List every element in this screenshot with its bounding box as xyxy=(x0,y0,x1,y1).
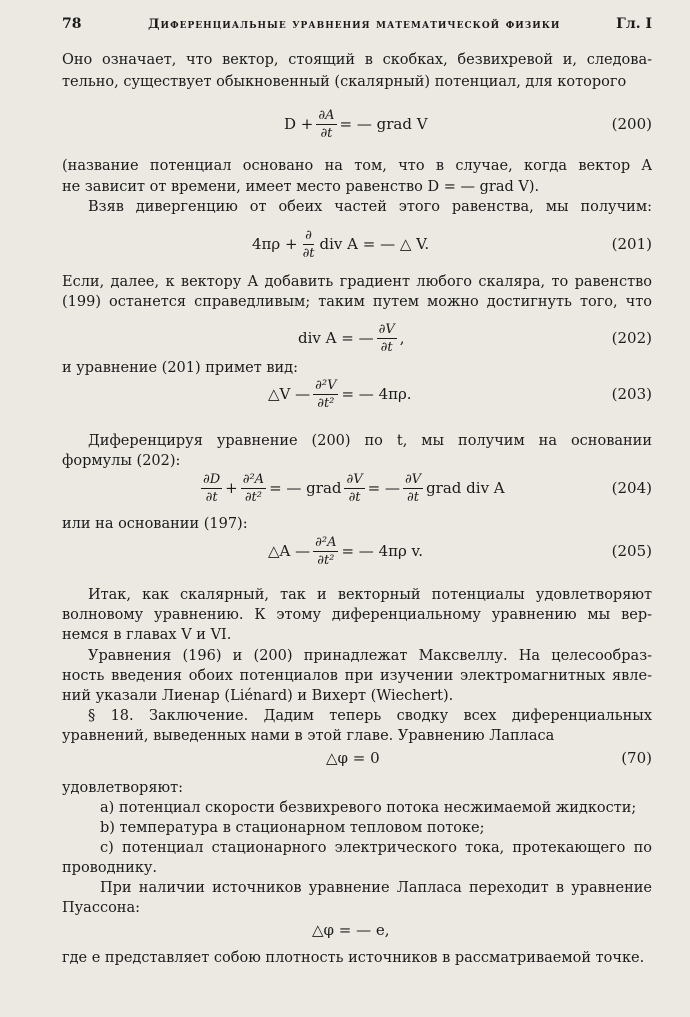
fraction xyxy=(313,535,338,568)
text-line: уравнений, выведенных нами в этой главе. Уравнению Лапласа xyxy=(62,728,555,744)
denominator: ∂t xyxy=(407,489,419,505)
equation-number: (204) xyxy=(611,479,652,497)
text-line: удовлетворяют: xyxy=(62,780,184,796)
denominator: ∂t xyxy=(380,339,393,355)
eq-rhs: grad div A xyxy=(426,479,505,497)
text-line: волновому уравнению. К этому диференциальному уравнению мы вер- xyxy=(62,607,652,623)
eq-lhs: △V — xyxy=(268,385,311,403)
denominator: ∂t² xyxy=(317,395,335,411)
text-line: Оно означает, что вектор, стоящий в скобках, безвихревой и, следова- xyxy=(62,52,652,68)
equation-70 xyxy=(62,738,656,778)
equation-number: (70) xyxy=(621,749,652,767)
equation-201 xyxy=(62,218,656,270)
text-line: Уравнения (196) и (200) принадлежат Максвеллу. На целесообраз- xyxy=(88,648,652,664)
equation-number: (200) xyxy=(611,115,652,133)
eq-lhs: 4πρ + xyxy=(252,235,298,253)
denominator: ∂t xyxy=(320,125,333,141)
fraction xyxy=(301,228,317,261)
text-line: проводнику. xyxy=(62,860,158,876)
text-line: (название потенциал основано на том, что в случае, когда вектор A xyxy=(62,158,652,174)
numerator: ∂V xyxy=(346,471,363,487)
numerator: ∂²V xyxy=(315,377,337,393)
text-line: § 18. Заключение. Дадим теперь сводку всех диференциальных xyxy=(88,708,652,724)
text-line: где e представляет собою плотность источников в рассматриваемой точке. xyxy=(62,950,645,966)
denominator: ∂t² xyxy=(317,552,335,568)
denominator: ∂t xyxy=(302,245,315,261)
text-line: При наличии источников уравнение Лапласа переходит в уравнение xyxy=(100,880,652,896)
text-line: Если, далее, к вектору A добавить градиент любого скаляра, то равенство xyxy=(62,274,652,290)
text-line: немся в главах V и VI. xyxy=(62,627,232,643)
text-line: ность введения обоих потенциалов при изучении электромагнитных явле- xyxy=(62,668,652,684)
eq-lhs: D + xyxy=(284,115,314,133)
text-line: (199) останется справедливым; таким путем можно достигнуть того, что xyxy=(62,294,652,310)
fraction xyxy=(344,472,364,505)
text-line: Диференцируя уравнение (200) по t, мы получим на основании xyxy=(88,433,652,449)
list-item: a) потенциал скорости безвихревого потока несжимаемой жидкости; xyxy=(100,800,637,816)
equation-number: (205) xyxy=(611,542,652,560)
eq-operator: = — xyxy=(367,479,400,497)
text-line: формулы (202): xyxy=(62,453,181,469)
equation-number: (201) xyxy=(611,235,652,253)
denominator: ∂t xyxy=(348,489,361,505)
equation-200 xyxy=(62,98,656,150)
fraction xyxy=(316,108,336,141)
numerator: ∂²A xyxy=(315,534,337,550)
equation-body xyxy=(198,462,505,514)
fraction xyxy=(241,472,266,505)
equation-202 xyxy=(62,312,656,364)
equation-body: △φ = — e, xyxy=(312,921,390,939)
eq-rhs: div A = — △ V. xyxy=(319,235,430,253)
numerator: ∂ xyxy=(305,227,312,243)
numerator: ∂D xyxy=(203,471,221,487)
text-line: и уравнение (201) примет вид: xyxy=(62,360,299,376)
text-line: Итак, как скалярный, так и векторный потенциалы удовлетворяют xyxy=(88,587,652,603)
numerator: ∂²A xyxy=(242,471,265,487)
fraction xyxy=(313,378,338,411)
denominator: ∂t xyxy=(205,489,218,505)
equation-204 xyxy=(62,462,656,514)
running-title: Диференциальные уравнения математической физики xyxy=(148,17,561,32)
page-number: 78 xyxy=(62,16,82,32)
equation-body: △φ = 0 xyxy=(326,749,380,767)
eq-rhs: , xyxy=(399,329,405,347)
fraction xyxy=(201,472,222,505)
equation-body xyxy=(268,525,423,577)
eq-rhs: = — grad V xyxy=(339,115,428,133)
equation-body xyxy=(298,312,405,364)
equation-203 xyxy=(62,368,656,420)
text-line: не зависит от времени, имеет место равенство D = — grad V). xyxy=(62,179,540,195)
list-item: b) температура в стационарном тепловом потоке; xyxy=(100,820,485,836)
text-line: или на основании (197): xyxy=(62,516,248,532)
running-header xyxy=(62,16,656,38)
equation-205 xyxy=(62,525,656,577)
text-line: Пуассона: xyxy=(62,900,140,916)
eq-rhs: = — 4πρ. xyxy=(341,385,412,403)
text-line: тельно, существует обыкновенный (скалярный) потенциал, для которого xyxy=(62,74,627,90)
list-item: c) потенциал стационарного электрического тока, протекающего по xyxy=(100,840,652,856)
equation-body xyxy=(252,218,429,270)
denominator: ∂t² xyxy=(244,489,262,505)
eq-operator: + xyxy=(225,479,238,497)
fraction xyxy=(403,472,423,505)
numerator: ∂A xyxy=(318,107,335,123)
equation-number: (203) xyxy=(611,385,652,403)
chapter-label: Гл. I xyxy=(616,16,652,32)
fraction xyxy=(377,322,397,355)
eq-lhs: div A = — xyxy=(298,329,374,347)
equation-body xyxy=(284,98,428,150)
numerator: ∂V xyxy=(404,471,422,487)
eq-lhs: △A — xyxy=(268,542,311,560)
eq-rhs: = — 4πρ v. xyxy=(341,542,424,560)
text-line: ний указали Лиенар (Liénard) и Вихерт (Wiechert). xyxy=(62,688,454,704)
equation-number: (202) xyxy=(611,329,652,347)
numerator: ∂V xyxy=(378,321,395,337)
eq-operator: = — grad xyxy=(269,479,342,497)
equation-body xyxy=(268,368,412,420)
text-line: Взяв дивергенцию от обеих частей этого равенства, мы получим: xyxy=(88,199,652,215)
equation-poisson xyxy=(62,912,656,948)
